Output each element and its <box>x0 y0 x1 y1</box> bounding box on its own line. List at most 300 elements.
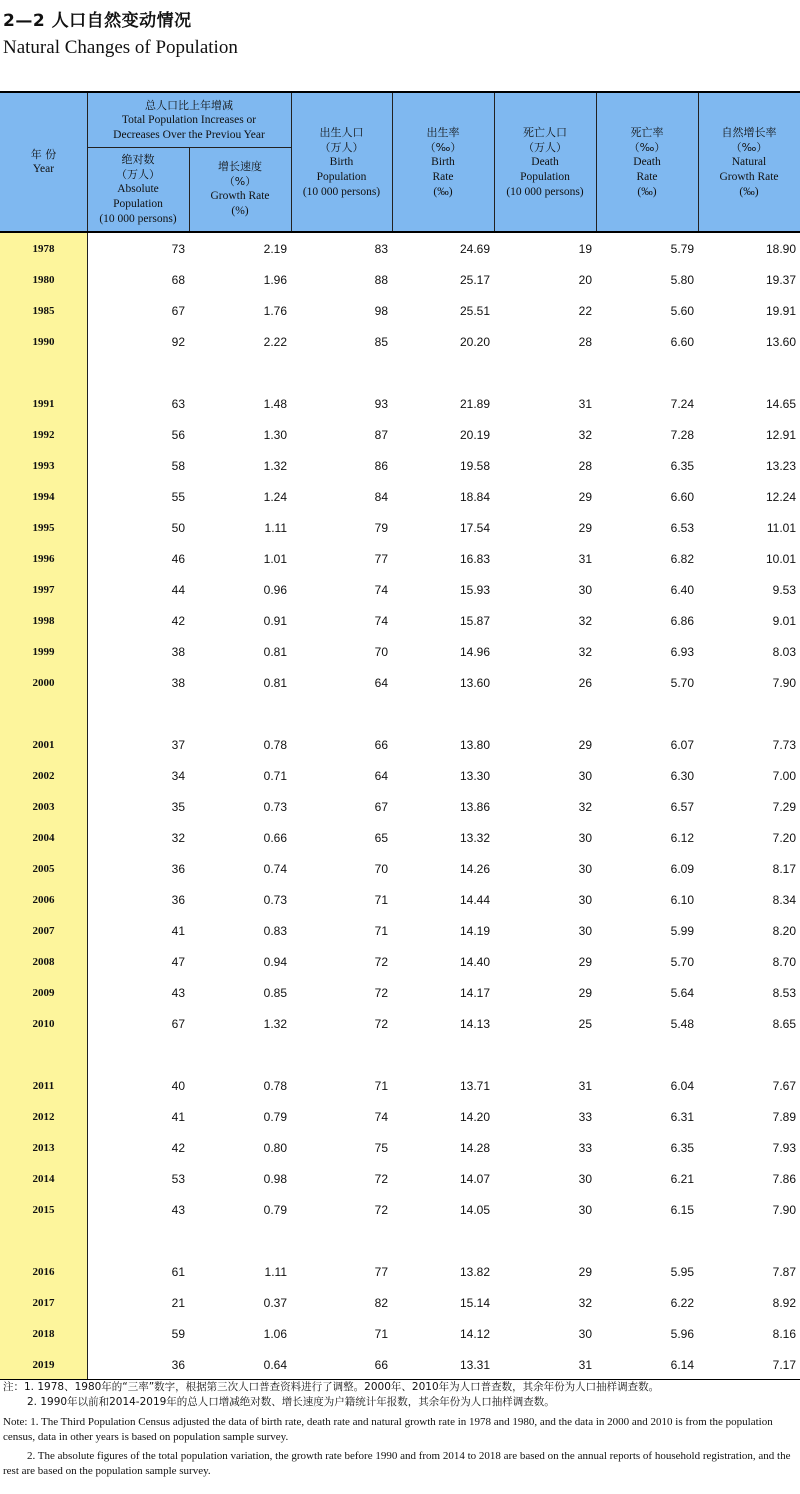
value-cell: 6.14 <box>670 1358 694 1372</box>
value-cell: 6.30 <box>670 769 694 783</box>
value-cell: 66 <box>374 738 388 752</box>
value-cell: 30 <box>578 1203 592 1217</box>
value-cell: 15.87 <box>459 614 490 628</box>
value-cell: 0.74 <box>263 862 287 876</box>
value-cell: 32 <box>578 428 592 442</box>
value-cell: 5.80 <box>670 273 694 287</box>
table-row <box>0 332 800 352</box>
value-cell: 8.17 <box>772 862 796 876</box>
value-cell: 63 <box>171 397 185 411</box>
value-cell: 6.35 <box>670 1141 694 1155</box>
table-row <box>0 1293 800 1313</box>
header-divider <box>698 93 699 231</box>
year-cell: 2010 <box>32 1018 55 1030</box>
value-cell: 0.80 <box>263 1141 287 1155</box>
value-cell: 30 <box>578 769 592 783</box>
table-row <box>0 1076 800 1096</box>
value-cell: 29 <box>578 1265 592 1279</box>
table-row <box>0 580 800 600</box>
value-cell: 0.78 <box>263 738 287 752</box>
value-cell: 14.40 <box>459 955 490 969</box>
value-cell: 7.67 <box>772 1079 796 1093</box>
header-birth-pop-en3: (10 000 persons) <box>302 185 381 198</box>
value-cell: 26 <box>578 676 592 690</box>
value-cell: 0.98 <box>263 1172 287 1186</box>
table-row <box>0 1014 800 1034</box>
value-cell: 14.19 <box>459 924 490 938</box>
value-cell: 1.24 <box>263 490 287 504</box>
value-cell: 5.70 <box>670 955 694 969</box>
value-cell: 32 <box>171 831 185 845</box>
value-cell: 30 <box>578 1172 592 1186</box>
table-header <box>0 91 800 233</box>
value-cell: 31 <box>578 1358 592 1372</box>
value-cell: 0.64 <box>263 1358 287 1372</box>
value-cell: 6.60 <box>670 335 694 349</box>
value-cell: 46 <box>171 552 185 566</box>
header-natural-growth-rate <box>698 93 800 231</box>
value-cell: 0.96 <box>263 583 287 597</box>
value-cell: 13.60 <box>459 676 490 690</box>
value-cell: 32 <box>578 1296 592 1310</box>
value-cell: 25.17 <box>459 273 490 287</box>
year-cell: 1998 <box>32 615 55 627</box>
value-cell: 70 <box>374 862 388 876</box>
value-cell: 32 <box>578 645 592 659</box>
value-cell: 7.89 <box>772 1110 796 1124</box>
value-cell: 72 <box>374 955 388 969</box>
year-cell: 2009 <box>32 987 55 999</box>
value-cell: 33 <box>578 1110 592 1124</box>
year-cell: 1997 <box>32 584 55 596</box>
value-cell: 56 <box>171 428 185 442</box>
year-cell: 2006 <box>32 894 55 906</box>
value-cell: 7.29 <box>772 800 796 814</box>
value-cell: 0.81 <box>263 676 287 690</box>
table-row <box>0 890 800 910</box>
value-cell: 58 <box>171 459 185 473</box>
value-cell: 29 <box>578 955 592 969</box>
value-cell: 0.73 <box>263 893 287 907</box>
value-cell: 13.71 <box>459 1079 490 1093</box>
value-cell: 33 <box>578 1141 592 1155</box>
value-cell: 36 <box>171 1358 185 1372</box>
notes <box>3 1380 797 1479</box>
value-cell: 82 <box>374 1296 388 1310</box>
value-cell: 0.78 <box>263 1079 287 1093</box>
value-cell: 10.01 <box>765 552 796 566</box>
year-cell: 2004 <box>32 832 55 844</box>
value-cell: 11.01 <box>766 521 796 535</box>
value-cell: 17.54 <box>459 521 490 535</box>
year-cell: 2005 <box>32 863 55 875</box>
value-cell: 6.12 <box>670 831 694 845</box>
header-absolute-en1: Absolute <box>117 182 159 195</box>
year-cell: 2012 <box>32 1111 55 1123</box>
value-cell: 1.06 <box>263 1327 287 1341</box>
value-cell: 7.90 <box>772 1203 796 1217</box>
value-cell: 12.91 <box>765 428 796 442</box>
value-cell: 38 <box>171 645 185 659</box>
header-divider <box>291 93 292 231</box>
value-cell: 31 <box>578 1079 592 1093</box>
header-death-pop-en3: (10 000 persons) <box>506 185 584 198</box>
value-cell: 0.73 <box>263 800 287 814</box>
header-birth-pop-cn2: （万人） <box>319 140 364 154</box>
value-cell: 19 <box>578 242 592 256</box>
value-cell: 28 <box>578 459 592 473</box>
population-table <box>0 91 800 1380</box>
value-cell: 13.32 <box>459 831 490 845</box>
year-cell: 2002 <box>32 770 55 782</box>
value-cell: 5.70 <box>670 676 694 690</box>
table-row <box>0 487 800 507</box>
header-birth-pop-en1: Birth <box>329 155 354 168</box>
header-birth-rate-cn1: 出生率 <box>426 125 460 139</box>
value-cell: 1.48 <box>263 397 287 411</box>
value-cell: 14.12 <box>459 1327 490 1341</box>
value-cell: 8.53 <box>772 986 796 1000</box>
value-cell: 6.82 <box>670 552 694 566</box>
value-cell: 5.48 <box>670 1017 694 1031</box>
value-cell: 0.83 <box>263 924 287 938</box>
value-cell: 72 <box>374 1203 388 1217</box>
value-cell: 71 <box>374 924 388 938</box>
year-cell: 2013 <box>32 1142 55 1154</box>
year-cell: 2007 <box>32 925 55 937</box>
value-cell: 6.15 <box>670 1203 694 1217</box>
header-death-pop-cn2: （万人） <box>523 140 567 154</box>
value-cell: 25.51 <box>459 304 490 318</box>
value-cell: 42 <box>171 614 185 628</box>
value-cell: 13.82 <box>459 1265 490 1279</box>
value-cell: 13.60 <box>765 335 796 349</box>
value-cell: 72 <box>374 1172 388 1186</box>
value-cell: 79 <box>374 521 388 535</box>
value-cell: 21 <box>171 1296 185 1310</box>
value-cell: 6.31 <box>670 1110 694 1124</box>
value-cell: 15.14 <box>459 1296 490 1310</box>
header-divider <box>494 93 495 231</box>
header-growth-en2: (%) <box>231 205 249 217</box>
value-cell: 98 <box>374 304 388 318</box>
header-natural-cn1: 自然增长率 <box>721 125 777 139</box>
value-cell: 29 <box>578 738 592 752</box>
value-cell: 7.87 <box>772 1265 796 1279</box>
value-cell: 36 <box>171 862 185 876</box>
year-cell: 1980 <box>32 274 55 286</box>
value-cell: 6.07 <box>670 738 694 752</box>
table-row <box>0 642 800 662</box>
value-cell: 7.28 <box>670 428 694 442</box>
value-cell: 0.94 <box>263 955 287 969</box>
header-growth-en1: Growth Rate <box>210 190 270 202</box>
value-cell: 7.86 <box>772 1172 796 1186</box>
value-cell: 5.60 <box>670 304 694 318</box>
value-cell: 8.03 <box>772 645 796 659</box>
header-birth-rate-en1: Birth <box>431 155 455 168</box>
value-cell: 30 <box>578 583 592 597</box>
value-cell: 19.58 <box>459 459 490 473</box>
header-group-cn: 总人口比上年增减 <box>145 98 233 112</box>
value-cell: 5.79 <box>670 242 694 256</box>
value-cell: 86 <box>374 459 388 473</box>
value-cell: 83 <box>374 242 388 256</box>
header-growth <box>189 147 291 231</box>
year-cell: 2018 <box>32 1328 55 1340</box>
header-natural-cn2: （‰） <box>730 140 768 154</box>
value-cell: 7.24 <box>670 397 694 411</box>
value-cell: 7.00 <box>772 769 796 783</box>
value-cell: 1.32 <box>263 459 287 473</box>
header-natural-en2: Growth Rate <box>719 170 779 183</box>
value-cell: 6.40 <box>670 583 694 597</box>
value-cell: 70 <box>374 645 388 659</box>
header-divider <box>87 93 88 231</box>
table-row <box>0 1138 800 1158</box>
table-row <box>0 983 800 1003</box>
value-cell: 1.11 <box>264 1265 287 1279</box>
value-cell: 0.79 <box>263 1203 287 1217</box>
header-divider <box>392 93 393 231</box>
value-cell: 6.04 <box>670 1079 694 1093</box>
value-cell: 0.85 <box>263 986 287 1000</box>
value-cell: 7.93 <box>772 1141 796 1155</box>
value-cell: 7.90 <box>772 676 796 690</box>
year-cell: 2019 <box>32 1359 55 1371</box>
value-cell: 67 <box>374 800 388 814</box>
value-cell: 6.60 <box>670 490 694 504</box>
year-cell: 1996 <box>32 553 55 565</box>
value-cell: 12.24 <box>765 490 796 504</box>
value-cell: 14.96 <box>459 645 490 659</box>
value-cell: 6.21 <box>670 1172 694 1186</box>
value-cell: 65 <box>374 831 388 845</box>
value-cell: 34 <box>171 769 185 783</box>
table-row <box>0 859 800 879</box>
value-cell: 67 <box>171 304 185 318</box>
value-cell: 20.20 <box>459 335 490 349</box>
value-cell: 0.66 <box>263 831 287 845</box>
value-cell: 8.34 <box>772 893 796 907</box>
value-cell: 14.26 <box>459 862 490 876</box>
header-birth-rate <box>392 93 494 231</box>
header-birth-rate-en2: Rate <box>432 170 454 183</box>
table-row <box>0 518 800 538</box>
header-growth-cn2: （%） <box>223 175 257 188</box>
value-cell: 2.22 <box>263 335 287 349</box>
value-cell: 30 <box>578 1327 592 1341</box>
header-birth-population <box>291 93 392 231</box>
value-cell: 73 <box>171 242 185 256</box>
value-cell: 32 <box>578 800 592 814</box>
value-cell: 14.65 <box>765 397 796 411</box>
table-row <box>0 425 800 445</box>
year-cell: 1999 <box>32 646 55 658</box>
header-natural-en1: Natural <box>731 155 767 168</box>
value-cell: 0.37 <box>263 1296 287 1310</box>
table-row <box>0 766 800 786</box>
value-cell: 21.89 <box>459 397 490 411</box>
value-cell: 20 <box>578 273 592 287</box>
value-cell: 0.81 <box>263 645 287 659</box>
value-cell: 44 <box>171 583 185 597</box>
note-en-2: 2. The absolute figures of the total population variation, the growth rate before 1990 and from 2014 to 2018 are based on the annual reports of household registration, and the rest are based on the population sample survey. <box>3 1450 791 1477</box>
value-cell: 28 <box>578 335 592 349</box>
value-cell: 1.96 <box>263 273 287 287</box>
year-cell: 2008 <box>32 956 55 968</box>
value-cell: 6.22 <box>670 1296 694 1310</box>
table-row <box>0 611 800 631</box>
header-divider <box>596 93 597 231</box>
value-cell: 7.20 <box>772 831 796 845</box>
header-death-rate-en1: Death <box>633 155 661 168</box>
value-cell: 88 <box>374 273 388 287</box>
header-birth-pop-en2: Population <box>316 170 367 183</box>
value-cell: 29 <box>578 490 592 504</box>
header-birth-rate-cn2: （‰） <box>424 140 462 154</box>
value-cell: 7.17 <box>772 1358 796 1372</box>
value-cell: 19.91 <box>765 304 796 318</box>
value-cell: 41 <box>171 1110 185 1124</box>
year-cell: 2014 <box>32 1173 55 1185</box>
value-cell: 24.69 <box>459 242 490 256</box>
table-row <box>0 1262 800 1282</box>
table-row <box>0 797 800 817</box>
note-en-1: Note: 1. The Third Population Census adjusted the data of birth rate, death rate and natural growth rate in 1978 and 1980, and the data in 2000 and 2010 is from the population census, data in other years is based on population sample survey. <box>3 1416 773 1443</box>
value-cell: 14.05 <box>459 1203 490 1217</box>
header-birth-rate-en3: (‰) <box>433 185 453 198</box>
header-divider <box>189 147 190 231</box>
value-cell: 66 <box>374 1358 388 1372</box>
value-cell: 1.11 <box>264 521 287 535</box>
header-group <box>87 93 291 147</box>
value-cell: 1.01 <box>263 552 287 566</box>
page-title-en: Natural Changes of Population <box>3 37 238 58</box>
table-row <box>0 1324 800 1344</box>
table-row <box>0 1107 800 1127</box>
value-cell: 0.79 <box>263 1110 287 1124</box>
value-cell: 42 <box>171 1141 185 1155</box>
value-cell: 72 <box>374 1017 388 1031</box>
value-cell: 55 <box>171 490 185 504</box>
table-row <box>0 239 800 259</box>
header-absolute <box>87 147 189 231</box>
table-row <box>0 301 800 321</box>
year-cell: 1990 <box>32 336 55 348</box>
value-cell: 30 <box>578 924 592 938</box>
value-cell: 74 <box>374 614 388 628</box>
value-cell: 71 <box>374 893 388 907</box>
header-death-pop-en1: Death <box>531 155 559 168</box>
value-cell: 30 <box>578 831 592 845</box>
header-year-cn: 年 份 <box>30 148 57 161</box>
value-cell: 93 <box>374 397 388 411</box>
value-cell: 41 <box>171 924 185 938</box>
table-row <box>0 921 800 941</box>
note-cn-2: 2. 1990年以前和2014-2019年的总人口增减绝对数、增长速度为户籍统计年报数，其余年份为人口抽样调查数。 <box>27 1396 555 1408</box>
value-cell: 6.10 <box>670 893 694 907</box>
value-cell: 14.44 <box>459 893 490 907</box>
year-cell: 2001 <box>32 739 55 751</box>
value-cell: 13.80 <box>459 738 490 752</box>
value-cell: 2.19 <box>263 242 287 256</box>
header-group-en2: Decreases Over the Previou Year <box>113 128 265 141</box>
year-cell: 1991 <box>32 398 55 410</box>
value-cell: 6.86 <box>670 614 694 628</box>
value-cell: 25 <box>578 1017 592 1031</box>
table-row <box>0 549 800 569</box>
page-title-cn: 2—2 人口自然变动情况 <box>3 11 192 31</box>
table-row <box>0 828 800 848</box>
value-cell: 6.09 <box>670 862 694 876</box>
value-cell: 0.71 <box>263 769 287 783</box>
value-cell: 61 <box>171 1265 185 1279</box>
header-death-pop-cn1: 死亡人口 <box>523 125 567 139</box>
table-row <box>0 952 800 972</box>
value-cell: 75 <box>374 1141 388 1155</box>
header-death-population <box>494 93 596 231</box>
value-cell: 43 <box>171 986 185 1000</box>
header-death-rate-cn1: 死亡率 <box>630 125 664 139</box>
header-absolute-cn1: 绝对数 <box>121 152 155 166</box>
value-cell: 6.53 <box>670 521 694 535</box>
value-cell: 87 <box>374 428 388 442</box>
value-cell: 6.57 <box>670 800 694 814</box>
value-cell: 35 <box>171 800 185 814</box>
table-row <box>0 735 800 755</box>
value-cell: 9.01 <box>772 614 796 628</box>
value-cell: 77 <box>374 552 388 566</box>
year-cell: 2003 <box>32 801 55 813</box>
value-cell: 8.16 <box>772 1327 796 1341</box>
value-cell: 71 <box>374 1327 388 1341</box>
header-death-rate-en3: (‰) <box>637 185 657 198</box>
table-row <box>0 1200 800 1220</box>
value-cell: 5.95 <box>670 1265 694 1279</box>
year-cell: 2017 <box>32 1297 55 1309</box>
value-cell: 67 <box>171 1017 185 1031</box>
value-cell: 77 <box>374 1265 388 1279</box>
value-cell: 9.53 <box>772 583 796 597</box>
value-cell: 53 <box>171 1172 185 1186</box>
table-body <box>0 233 800 1380</box>
value-cell: 68 <box>171 273 185 287</box>
header-growth-cn1: 增长速度 <box>218 160 262 173</box>
value-cell: 32 <box>578 614 592 628</box>
value-cell: 13.30 <box>459 769 490 783</box>
year-cell: 1985 <box>32 305 55 317</box>
value-cell: 74 <box>374 583 388 597</box>
header-absolute-en3: (10 000 persons) <box>99 212 177 225</box>
table-row <box>0 456 800 476</box>
value-cell: 0.91 <box>263 614 287 628</box>
year-cell: 1992 <box>32 429 55 441</box>
year-cell: 1995 <box>32 522 55 534</box>
value-cell: 1.30 <box>263 428 287 442</box>
value-cell: 36 <box>171 893 185 907</box>
table-row <box>0 673 800 693</box>
header-death-rate-en2: Rate <box>636 170 658 183</box>
value-cell: 64 <box>374 769 388 783</box>
value-cell: 50 <box>171 521 185 535</box>
value-cell: 14.20 <box>459 1110 490 1124</box>
header-group-en1: Total Population Increases or <box>121 113 257 126</box>
header-year-en: Year <box>32 163 55 175</box>
value-cell: 71 <box>374 1079 388 1093</box>
value-cell: 59 <box>171 1327 185 1341</box>
year-cell: 1993 <box>32 460 55 472</box>
